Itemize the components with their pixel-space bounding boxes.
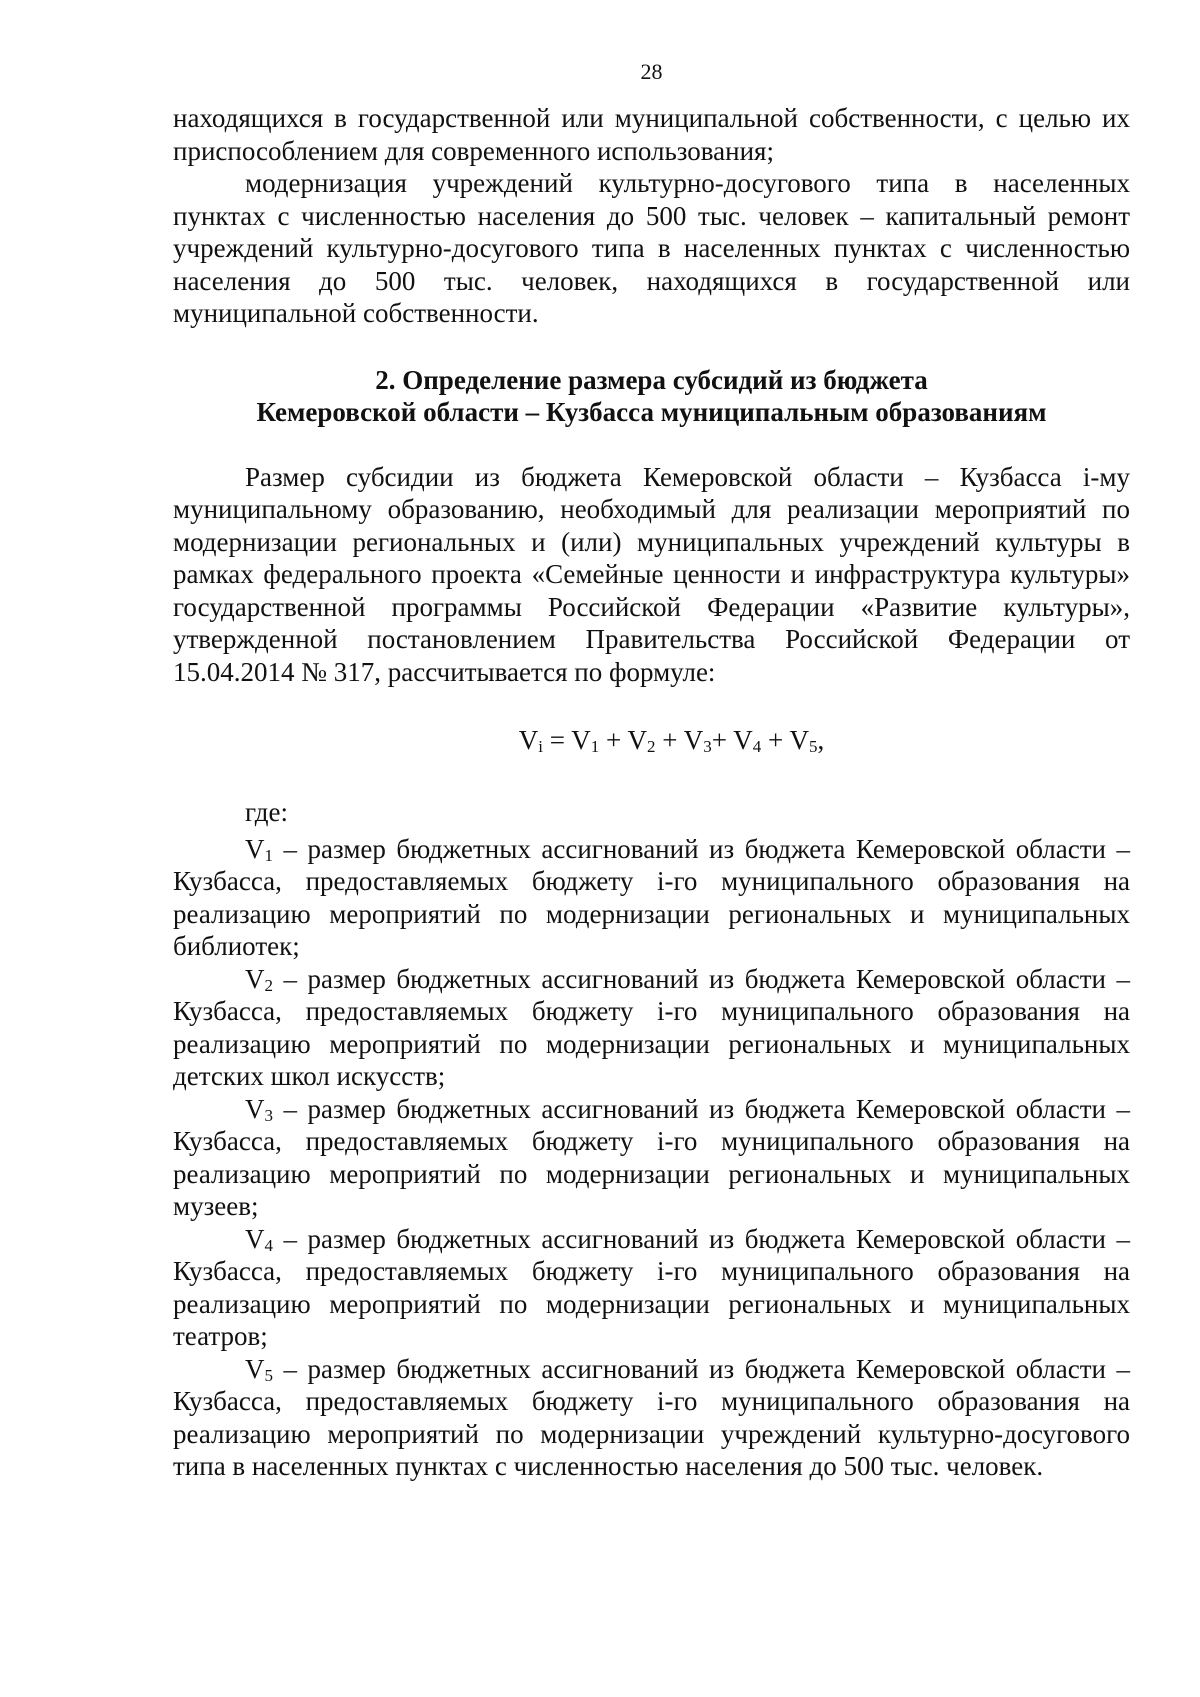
- where-label: где:: [245, 797, 288, 827]
- definition-text: – размер бюджетных ассигнований из бюджета Кемеровской области – Кузбасса, предоставляемых бюджету i-го муниципального образования на реализацию мероприятий по модернизации учреждений культурно-досугового типа в населенных пунктах с численностью населения до 500 тыс. человек.: [173, 1353, 1130, 1481]
- intro-paragraph-continued: находящихся в государственной или муниципальной собственности, с целью их приспособлением для современного использования;: [173, 103, 1130, 166]
- formula-operator: +: [711, 725, 734, 755]
- intro-paragraph-modernization: модернизация учреждений культурно-досугового типа в населенных пунктах с численностью населения до 500 тыс. человек – капитальный ремонт учреждений культурно-досугового типа в населенных пунктах с численностью населения до 500 тыс. человек, находящихся в государственной или муниципальной собственности.: [173, 168, 1130, 328]
- definition-symbol: V: [245, 963, 265, 994]
- formula-symbol: V: [789, 725, 809, 755]
- definition-text: – размер бюджетных ассигнований из бюджета Кемеровской области – Кузбасса, предоставляемых бюджету i-го муниципального образования на реализацию мероприятий по модернизации региональных и муниципальных библиотек;: [173, 833, 1130, 961]
- formula-symbol: V: [571, 725, 591, 755]
- formula-operator: +: [599, 725, 628, 755]
- page-number: 28: [640, 59, 663, 84]
- definition-symbol: V: [245, 1223, 265, 1254]
- formula-operator: +: [655, 725, 684, 755]
- formula-subscript: 3: [703, 737, 712, 756]
- definition-subscript: 3: [264, 1105, 273, 1125]
- definition-v3: [173, 1093, 1130, 1223]
- formula-subscript: i: [538, 737, 543, 756]
- definition-v2: [173, 963, 1130, 1093]
- section-heading: [173, 364, 1130, 429]
- page-content: [173, 56, 1130, 1483]
- formula-subscript: 1: [590, 737, 600, 756]
- formula-operator: =: [542, 725, 572, 755]
- section-heading-line-2: Кемеровской области – Кузбасса муниципальным образованиям: [256, 397, 1047, 427]
- definition-subscript: 5: [264, 1365, 273, 1385]
- definition-text: – размер бюджетных ассигнований из бюджета Кемеровской области – Кузбасса, предоставляемых бюджету i-го муниципального образования на реализацию мероприятий по модернизации региональных и муниципальных театров;: [173, 1223, 1130, 1351]
- definition-subscript: 2: [264, 975, 273, 995]
- formula-end: ,: [817, 725, 825, 755]
- formula-subscript: 4: [752, 737, 762, 756]
- formula-symbol: V: [518, 725, 539, 755]
- definition-text: – размер бюджетных ассигнований из бюджета Кемеровской области – Кузбасса, предоставляемых бюджету i-го муниципального образования на реализацию мероприятий по модернизации региональных и муниципальных музеев;: [173, 1093, 1130, 1221]
- definition-symbol: V: [245, 833, 265, 864]
- formula-symbol: V: [683, 725, 704, 755]
- definition-subscript: 4: [264, 1235, 273, 1255]
- formula-operator: +: [761, 725, 790, 755]
- definition-v4: [173, 1223, 1130, 1353]
- definition-symbol: V: [245, 1353, 265, 1384]
- formula-symbol: V: [733, 725, 753, 755]
- definition-v5: [173, 1353, 1130, 1483]
- definition-symbol: V: [245, 1093, 265, 1124]
- subsidy-formula: [173, 724, 1130, 756]
- section-heading-line-1: 2. Определение размера субсидий из бюджета: [375, 364, 928, 395]
- definition-text: – размер бюджетных ассигнований из бюджета Кемеровской области – Кузбасса, предоставляемых бюджету i-го муниципального образования на реализацию мероприятий по модернизации региональных и муниципальных детских школ искусств;: [173, 963, 1130, 1091]
- formula-subscript: 5: [808, 737, 818, 756]
- definition-subscript: 1: [264, 845, 273, 865]
- subsidy-paragraph: Размер субсидии из бюджета Кемеровской области – Кузбасса i-му муниципальному образованию, необходимый для реализации мероприятий по модернизации региональных и (или) муниципальных учреждений культуры в рамках федерального проекта «Семейные ценности и инфраструктура культуры» государственной программы Российской Федерации «Развитие культуры», утвержденной постановлением Правительства Российской Федерации от 15.04.2014 № 317, рассчитывается по формуле:: [173, 461, 1130, 687]
- formula-subscript: 2: [646, 737, 656, 756]
- formula-symbol: V: [627, 725, 647, 755]
- definition-v1: [173, 833, 1130, 963]
